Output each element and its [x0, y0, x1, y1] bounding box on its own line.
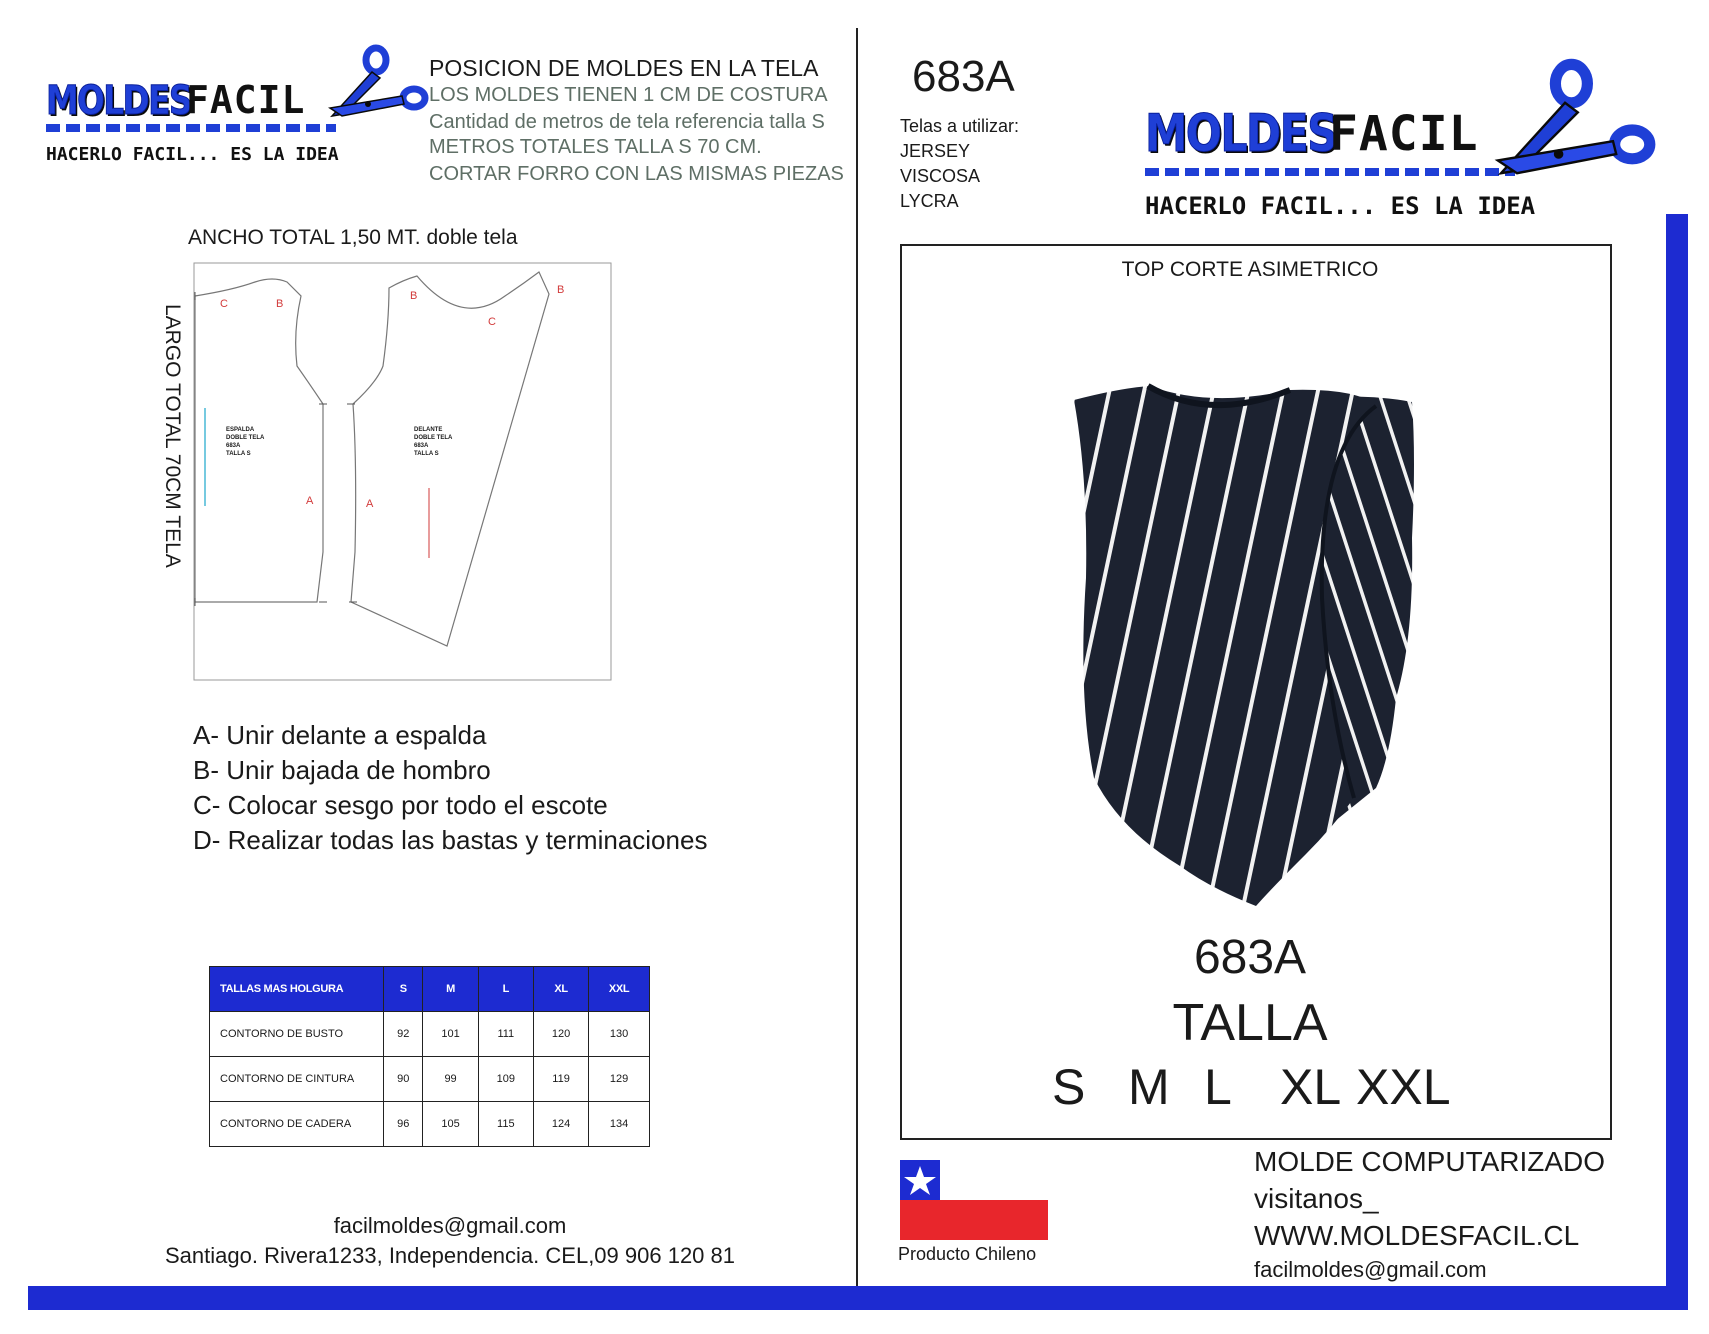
header-xl: XL — [533, 967, 588, 1012]
header-label: TALLAS MAS HOLGURA — [210, 967, 384, 1012]
mark-b-back: B — [276, 298, 284, 310]
pattern-layout — [193, 262, 613, 682]
size-table — [209, 966, 650, 1147]
fabric-width-label: ANCHO TOTAL 1,50 MT. doble tela — [188, 226, 518, 249]
table-row: CONTORNO DE CADERA 96 105 115 124 134 — [210, 1102, 650, 1147]
logo-dash-line — [46, 124, 336, 132]
logo-dash-line — [1145, 168, 1515, 176]
fabric-jersey: JERSEY — [900, 141, 971, 161]
logo-moldes-text: MOLDES — [1145, 104, 1337, 164]
size-table-header — [210, 967, 650, 1012]
molde-computarizado: MOLDE COMPUTARIZADO — [1254, 1146, 1606, 1177]
logo-facil-text: FACIL — [1329, 106, 1479, 162]
instruction-c: C- Colocar sesgo por todo el escote — [193, 790, 608, 820]
scissors-icon — [1478, 58, 1668, 186]
logo-tagline: HACERLO FACIL... ES LA IDEA — [1145, 192, 1536, 220]
note-lining: CORTAR FORRO CON LAS MISMAS PIEZAS — [429, 163, 844, 185]
mark-b-front-right: B — [557, 284, 565, 296]
size-xxl: XXL — [1356, 1059, 1451, 1115]
back-piece-label: ESPALDA DOBLE TELA 683A TALLA S — [226, 427, 265, 457]
size-title: TALLA — [1172, 994, 1328, 1052]
header-s: S — [384, 967, 423, 1012]
flag-label: Producto Chileno — [898, 1244, 1037, 1264]
mark-a-front: A — [366, 498, 374, 510]
mark-c-back: C — [220, 298, 228, 310]
website-link[interactable]: WWW.MOLDESFACIL.CL — [1254, 1220, 1580, 1251]
table-row: CONTORNO DE BUSTO 92 101 111 120 130 — [210, 1012, 650, 1057]
table-row: CONTORNO DE CINTURA 90 99 109 119 129 — [210, 1057, 650, 1102]
logo-tagline: HACERLO FACIL... ES LA IDEA — [46, 144, 339, 165]
left-address: Santiago. Rivera1233, Independencia. CEL,09 906 120 81 — [165, 1243, 735, 1268]
chile-flag-icon — [900, 1160, 1048, 1240]
mark-a-back: A — [306, 495, 314, 507]
header-m: M — [423, 967, 478, 1012]
header-xxl: XXL — [589, 967, 650, 1012]
logo-facil-text: FACIL — [186, 78, 306, 122]
visitanos-label: visitanos_ — [1254, 1183, 1379, 1214]
pattern-code: 683A — [912, 52, 1015, 101]
garment-name: TOP CORTE ASIMETRICO — [1121, 258, 1379, 281]
size-s: S — [1052, 1059, 1086, 1115]
size-l: L — [1204, 1059, 1232, 1115]
note-total-meters: METROS TOTALES TALLA S 70 CM. — [429, 136, 762, 158]
frame-bar-bottom — [28, 1286, 1688, 1310]
scissors-icon — [322, 44, 432, 124]
header-l: L — [478, 967, 533, 1012]
fabric-viscosa: VISCOSA — [900, 166, 981, 186]
size-m: M — [1128, 1059, 1170, 1115]
fabrics-title: Telas a utilizar: — [900, 116, 1020, 136]
note-fabric-amount: Cantidad de metros de tela referencia talla S — [429, 111, 825, 133]
logo-moldes-text: MOLDES — [46, 78, 191, 124]
center-divider — [856, 28, 858, 1310]
fabric-lycra: LYCRA — [900, 191, 959, 211]
front-pattern-piece — [351, 272, 549, 646]
fabric-length-label: LARGO TOTAL 70CM TELA — [161, 304, 184, 568]
garment-image — [1060, 378, 1440, 918]
instruction-b: B- Unir bajada de hombro — [193, 755, 491, 785]
instruction-a: A- Unir delante a espalda — [193, 720, 487, 750]
size-xl: XL — [1280, 1059, 1342, 1115]
mark-b-front-left: B — [410, 290, 418, 302]
front-piece-label: DELANTE DOBLE TELA 683A TALLA S — [414, 427, 453, 457]
left-email-link[interactable]: facilmoldes@gmail.com — [333, 1213, 567, 1238]
instructions-list — [193, 718, 707, 858]
right-email-link[interactable]: facilmoldes@gmail.com — [1254, 1257, 1487, 1282]
note-seam: LOS MOLDES TIENEN 1 CM DE COSTURA — [429, 84, 828, 106]
placement-title: POSICION DE MOLDES EN LA TELA — [429, 55, 819, 81]
big-pattern-code: 683A — [1193, 931, 1307, 984]
mark-c-front: C — [488, 316, 496, 328]
instruction-d: D- Realizar todas las bastas y terminaciones — [193, 825, 708, 855]
frame-bar-right — [1666, 214, 1688, 1310]
